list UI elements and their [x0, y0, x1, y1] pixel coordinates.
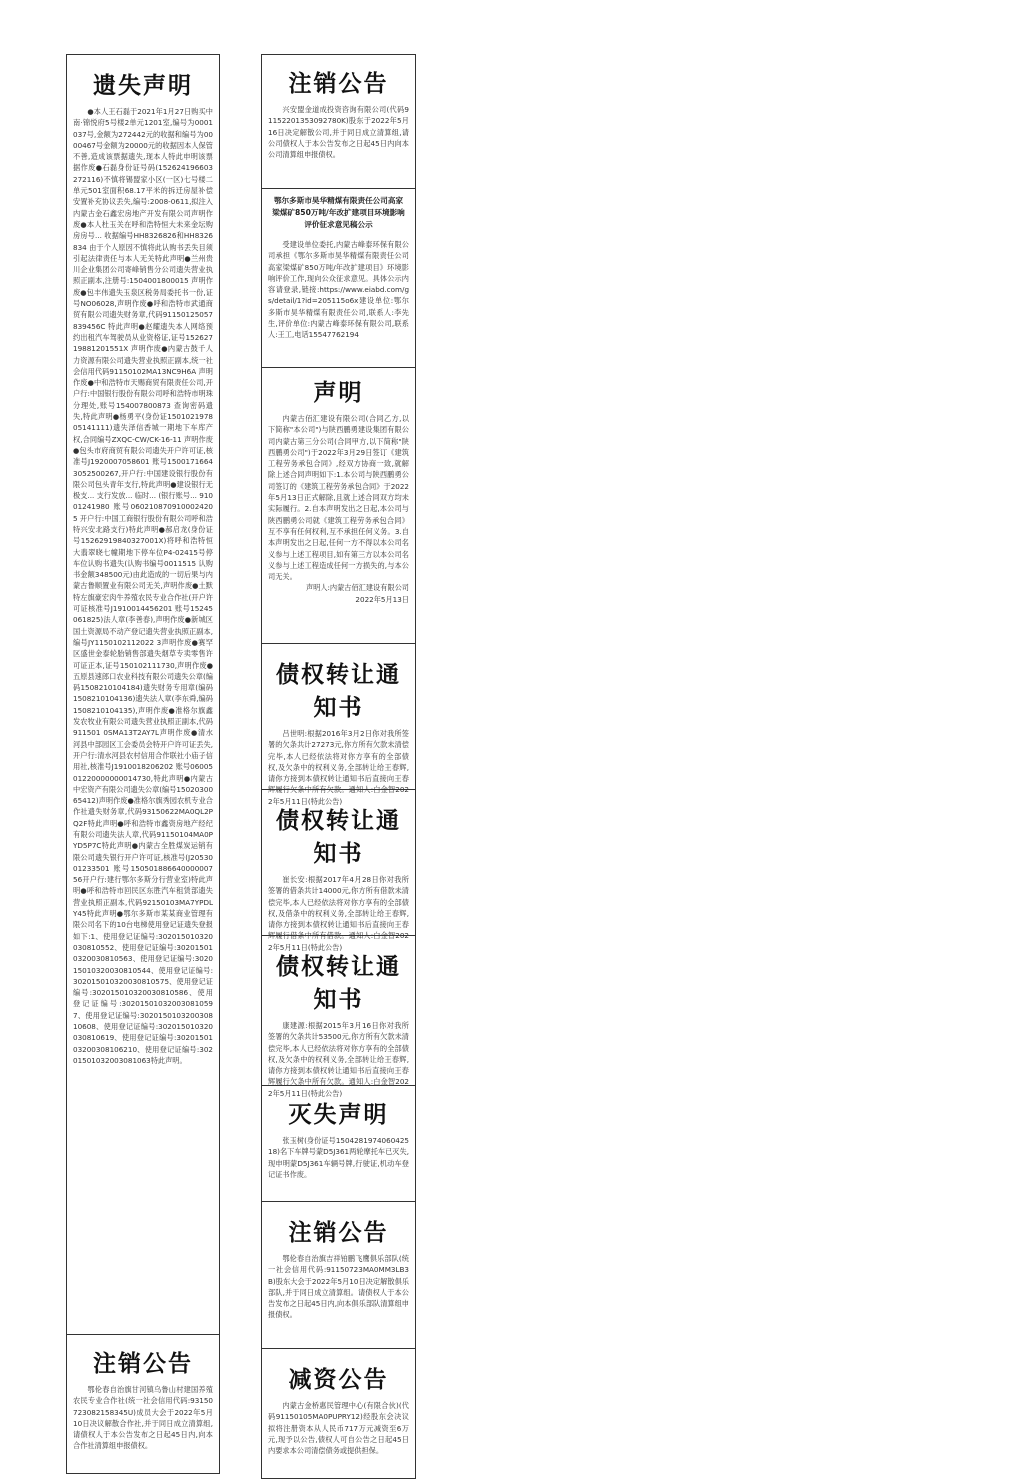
notice-debt-transfer — [261, 644, 416, 806]
notice-eia-publicity — [261, 189, 416, 368]
notice-body: 内蒙古佰汇建设有限公司(合同乙方,以下简称"本公司")与陕西鹏勇建设集团有限公司内蒙古第三分公司(合同甲方,以下简称"陕西鹏勇公司")于2022年3月29日签订《建筑工程劳务承包合同》,经双方协商一致,就解除上述合同声明如下:1.本公司与陕西鹏勇公司签订的《建筑工程劳务承包合同》于2022年5月13日正式解除,且就上述合同双方均未实际履行。2.自本声明发出之日起,本公司与陕西鹏勇公司就《建筑工程劳务承包合同》互不享有任何权利,互不承担任何义务。3.自本声明发出之日起,任何一方不得以本公司名义参与上述工程项目,如有第三方以本公司名义参与上述工程造成任何一方损失的,与本公司无关。 — [268, 414, 409, 582]
notice-debt-transfer — [261, 790, 416, 952]
notice-signature: 声明人:内蒙古佰汇建设有限公司 — [305, 583, 409, 593]
notice-title: 声明 — [313, 380, 364, 406]
notice-deregistration — [66, 1335, 220, 1474]
notice-title: 减资公告 — [288, 1367, 389, 1393]
notice-title: 注销公告 — [93, 1351, 193, 1377]
notice-subtitle: 鄂尔多斯市昊华精煤有限责任公司高家梁煤矿850万吨/年改扩建项目环境影响评价征求意见稿公示 — [272, 196, 405, 229]
notice-body: 受建设单位委托,内蒙古峰泰环保有限公司承担《鄂尔多斯市昊华精煤有限责任公司高家梁煤矿850万吨/年改扩建项目》环境影响评价工作,现向公众征求意见。具体公示内容请登录,链接:https://www.eiabd.com/gs/detail/1?id=205115o6x建设单位:鄂尔多斯市昊华精煤有限责任公司,联系人:李先生,评价单位:内蒙古峰泰环保有限公司,联系人:王工,电话15547762194 — [268, 240, 409, 340]
column-left — [66, 54, 220, 1474]
notice-title: 债权转让通知书 — [276, 808, 401, 867]
notice-debt-transfer — [261, 936, 416, 1098]
notice-title: 遗失声明 — [93, 73, 193, 99]
notice-body: 崔长安:根据2017年4月28日你对我所签署的借条共计14000元,你方所有借款未清偿完毕,本人已经依法将对你方享有的全部债权,及借条中的权利义务,全部转让给王春辉,请你方接到本债权转让通知书后直接向王春辉履行借条中所有借款。通知人:白金智2022年5月11日(特此公告) — [268, 875, 409, 952]
notice-body: 鄂伦春自治旗甘河镇乌鲁山村建国养殖农民专业合作社(统一社会信用代码:93150723082158345U)成员大会于2022年5月10日决议解散合作社,并于同日成立清算组,请债权人于本公告发布之日起45日内,向本合作社清算组申报债权。 — [73, 1385, 213, 1451]
notice-body: 张玉树(身份证号150428197406042518)名下车牌号蒙D5J361两轮摩托车已灭失,现申明蒙D5J361车辆号牌,行驶证,机动车登记证书作废。 — [268, 1136, 409, 1179]
notice-capital-reduction — [261, 1349, 416, 1479]
notice-deregistration — [261, 54, 416, 189]
notice-body: 兴安盟金道成投资咨询有限公司(代码91152201353092780K)股东于2022年5月16日决定解散公司,并于同日成立清算组,请公司债权人于本公告发布之日起45日内向本公司清算组申报债权。 — [268, 105, 409, 160]
notice-statement — [261, 368, 416, 644]
notice-title: 注销公告 — [288, 1220, 389, 1246]
notice-title: 债权转让通知书 — [276, 662, 401, 721]
notice-loss-statement — [261, 1086, 416, 1202]
notice-title: 灭失声明 — [288, 1102, 389, 1128]
notice-body: 鄂伦春自治旗吉祥铂鹏飞鹰俱乐部队(统一社会信用代码:91150723MA0MM3LB3B)股东大会于2022年5月10日决定解散俱乐部队,并于同日成立清算组。请债权人于本公告发布之日起45日内,向本俱乐部队清算组申报债权。 — [268, 1254, 409, 1320]
column-right — [261, 54, 416, 1479]
notice-deregistration — [261, 1202, 416, 1349]
notice-title: 债权转让通知书 — [276, 954, 401, 1013]
notice-body: 吕世明:根据2016年3月2日你对我所签署的欠条共计27273元,你方所有欠款未清偿完毕,本人已经依法将对你方享有的全部债权,及欠条中的权利义务,全部转让给王春辉,请你方接到本债权转让通知书后直接向王春辉履行欠条中所有欠款。通知人:白金智2022年5月11日(特此公告) — [268, 729, 409, 806]
notice-date: 2022年5月13日 — [355, 594, 409, 604]
notice-title: 注销公告 — [288, 71, 389, 97]
notice-body: 康建源:根据2015年3月16日你对我所签署的欠条共计53500元,你方所有欠款未清偿完毕,本人已经依法将对你方享有的全部债权,及欠条中的权利义务,全部转让给王春辉,请你方接到本债权转让通知书后直接向王春辉履行欠条中所有欠款。通知人:白金智2022年5月11日(特此公告) — [268, 1021, 409, 1098]
notice-body: 内蒙古金桥惠民管理中心(有限合伙)(代码91150105MA0PUPRY12)经股东会决议拟将注册资本从人民币717万元减资至6万元,现予以公告,债权人可自公告之日起45日内要求本公司清偿债务或提供担保。 — [268, 1401, 409, 1456]
notice-body: ●本人王石磊于2021年1月27日购买中南·锦悦府5号楼2单元1201室,编号为0001037号,金额为272442元的收据和编号为0000467号金额为20000元的收据因本人保管不善,造成该票据遗失,现本人特此申明该票据作废●石磊身份证号码(152624196603272116)不慎将锡盟家小区(一区)七号楼二单元501室面积68.17平米的拆迁房屋补偿安置补充协议丢失,编号:2008-0611,拟注入内蒙古金石鑫宏房地产开发有限公司声明作废●本人杜玉关在呼和浩特恒大未来金坛购房房号... 收据编号HH8326826和HH8326834 由于个人原因不慎将此认购书丢失目须引起法律责任与本人无关特此声明●兰州贵川企业集团公司寄峰销售分公司遗失营业执照正副本,注册号:1504001800015 声明作废●包丰伟遗失玉泉区税务局委托书一份,证号NO06028,声明作废●呼和浩特市武通商贸有限公司遗失财务章,代码91150125057839456C 特此声明●赵耀遗失本人网络预约出租汽车驾驶员从业资格证,证号15262719881201551X 声明作废●内蒙古鼓千人力资源有限公司遗失营业执照正副本,统一社会信用代码91150102MA13NC9H6A 声明作废●中和浩特市天赐商贸有限责任公司,开户行:中国银行股份有限公司呼和浩特市明珠分理处,账号154007800873 查询密码遗失,特此声明●杨勇平(身份证1501021978 05141111)遗失泽信香城一期地下车库产权,合同编号ZXQC-CW/CK-16-11 声明作废●包头市府商贸有限公司遗失开户许可证,核准号J1920007058601 账号15001716643052500267,开户行:中国建设银行股份有限公司包头青年支行,特此声明●建设银行无极支... 支行发放... 临时... (银行账号... 91001241980 账号0602108709100024205 开户行:中国工商银行股份有限公司呼和浩特兴安北路支行)特此声明●郝启龙(身份证号15262919840327001X)将呼和浩特恒大翡翠晓七幢期地下停车位P4-02415号停车位认购书遗失(认购书编号0011515 认购书金额348500元)由此造成的一切后果与内蒙古鲁顺置业有限公司无关,声明作废●土默特左旗豪宏肉牛养殖农民专业合作社(开户许可证核准号J1910014456201 账号15245061825)法人章(李善春),声明作废●新城区国土资源局不动产登记遗失营业执照正副本,编号JY1150102112022 3声明作废●赛罕区盛世金泰轮胎销售部遗失烟草专卖零售许可证正本,证号150102111730,声明作废●五原县速郎口农业科技有限公司遗失公章(编码1508210104184)遗失财务专用章(编码1508210104136)遗失法人章(李东舜,编码1508210104135),声明作废●准格尔旗鑫发农牧业有限公司遗失营业执照正副本,代码911501 0SMA13T2AY7L声明作废●清水河县中部园区工会委员会特开户许可证丢失,开户行:清水河县农村信用合作联社小庙子信用社,核准号J1910018206202 账号0600501220000000014730,特此声明●内蒙古中宏资产有限公司遗失公章(编号1502030065412)声明作废●准格尔旗秀园农机专业合作社遗失财务章,代码93150622MA0QL2PQ2F特此声明●呼和浩特市鑫资房地产经纪有限公司遗失法人章,代码91150104MA0PYD5P7C特此声明●内蒙古全胜煤炭运销有限公司遗失银行开户许可证,核准号(J2053001233501 账号15050188664000000756开户行:建行鄂尔多斯分行营业室)特此声明●呼和浩特市回民区东胜汽车租赁部遗失营业执照正副本,代码92150103MA7YPDLY45特此声明●鄂尔多斯市某某商业管理有限公司名下的10台电梯使用登记证遗失登报如下:1、使用登记证编号:302015010320030810552、使用登记证编号:302015010320030810563、使用登记证编号:302015010320030810544、使用登记证编号:302015010320030810575、使用登记证编号:302015010320030810586、使用登记证编号:302015010320030810597、使用登记证编号:302015010320030810608、使用登记证编号:302015010320030810619、使用登记证编号:3020150103200308106210、使用登记证编号:30201501032003081063特此声明。 — [73, 107, 216, 1065]
notice-lost-statement — [66, 54, 220, 1335]
